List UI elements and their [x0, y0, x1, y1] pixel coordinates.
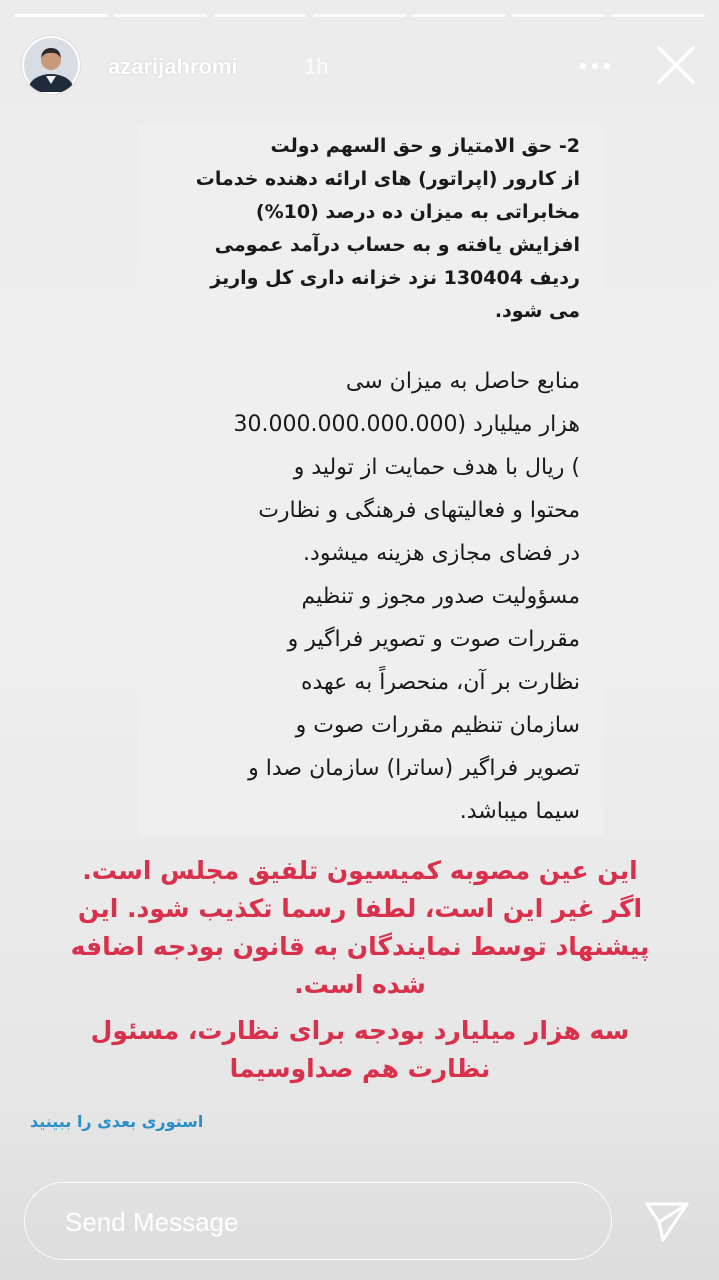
username[interactable]: azarijahromi	[108, 54, 238, 79]
document-line: در فضای مجازی هزینه میشود.	[303, 541, 580, 566]
progress-segment	[313, 14, 407, 17]
caption-line: این عین مصوبه کمیسیون تلفیق مجلس است.	[82, 856, 638, 885]
progress-segment	[114, 14, 208, 17]
caption-line: نظارت هم صداوسیما	[229, 1054, 491, 1083]
progress-segment	[213, 14, 307, 17]
story-caption	[40, 852, 680, 1088]
document-line: می شود.	[494, 300, 580, 322]
document-line: منابع حاصل به میزان سی	[345, 369, 580, 394]
document-line: محتوا و فعالیتهای فرهنگی و نظارت	[258, 498, 580, 523]
document-image	[138, 124, 604, 836]
avatar-image	[24, 38, 78, 92]
document-line: مقررات صوت و تصویر فراگیر و	[287, 627, 580, 652]
send-paper-plane-icon[interactable]	[643, 1198, 691, 1244]
caption-line: اگر غیر این است، لطفا رسما تکذیب شود. این	[77, 894, 643, 923]
document-line: سازمان تنظیم مقررات صوت و	[295, 713, 580, 738]
next-story-hint: استوری بعدی را ببینید	[30, 1112, 204, 1131]
story-progress	[14, 14, 705, 17]
document-line: از کارور (اپراتور) های ارائه دهنده خدمات	[195, 168, 580, 190]
document-line: نظارت بر آن، منحصراً به عهده	[300, 670, 580, 695]
progress-segment	[611, 14, 705, 17]
caption-line: شده است.	[294, 970, 426, 999]
document-line: افزایش یافته و به حساب درآمد عمومی	[214, 234, 580, 256]
document-line: 2- حق الامتیاز و حق السهم دولت	[270, 135, 580, 157]
more-horizontal-icon[interactable]	[575, 54, 615, 78]
caption-line: پیشنهاد توسط نمایندگان به قانون بودجه اضافه	[70, 932, 650, 961]
story-header	[22, 36, 701, 96]
send-message-box[interactable]	[24, 1182, 612, 1260]
close-icon[interactable]	[655, 44, 697, 86]
document-paragraph-1	[146, 130, 580, 328]
document-line: مسؤولیت صدور مجوز و تنظیم	[301, 584, 580, 609]
caption-line: سه هزار میلیارد بودجه برای نظارت، مسئول	[90, 1016, 630, 1045]
document-line: هزار میلیارد (30.000.000.000.000	[233, 412, 580, 437]
send-message-input[interactable]	[63, 1203, 567, 1241]
document-paragraph-2	[140, 360, 580, 833]
progress-segment	[412, 14, 506, 17]
post-time: 1h	[304, 54, 329, 79]
avatar[interactable]	[22, 36, 80, 94]
progress-segment	[512, 14, 606, 17]
document-line: ) ریال با هدف حمایت از تولید و	[293, 455, 580, 480]
document-line: ردیف 130404 نزد خزانه داری کل واریز	[210, 267, 580, 289]
document-line: سیما میباشد.	[459, 799, 580, 824]
document-line: مخابراتی به میزان ده درصد (10%)	[255, 201, 580, 223]
document-line: تصویر فراگیر (ساترا) سازمان صدا و	[248, 756, 580, 781]
progress-segment	[14, 14, 108, 17]
